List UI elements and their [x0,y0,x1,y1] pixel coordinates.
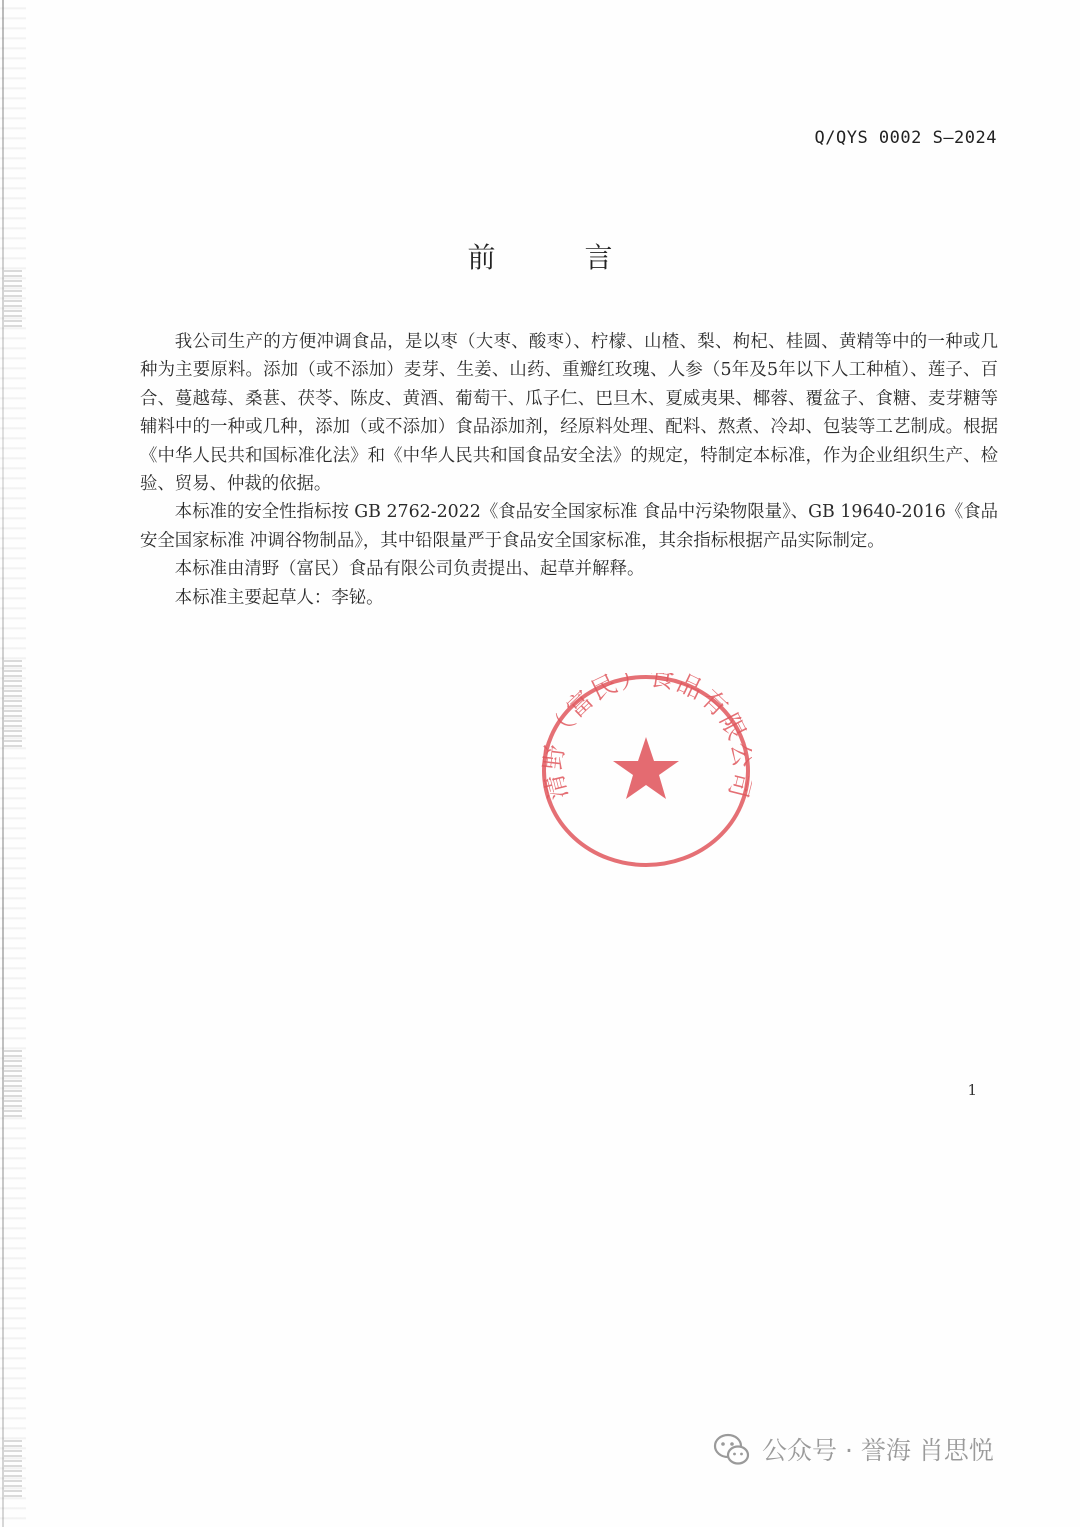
scan-speck [4,270,22,330]
scan-speck [4,660,22,750]
star-icon [613,737,679,799]
seal-graphic [540,673,752,869]
page-title: 前 言 [467,241,653,274]
scan-edge-artifact [0,0,26,1527]
page-number: 1 [967,1081,977,1099]
paragraph-proposer: 本标准由清野（富民）食品有限公司负责提出、起草并解释。 [174,559,645,580]
scan-speck [4,1440,22,1500]
seal-text: 清野（富民）食品有限 [540,673,752,803]
company-seal [540,673,752,869]
preface-body [140,328,998,612]
watermark [712,1427,994,1471]
watermark-text: 公众号 · 誉海 肖思悦 [762,1436,994,1465]
paragraph-safety: 本标准的安全性指标按 GB 2762-2022《食品安全国家标准 食品中污染物限量》、GB 19640-2016《食品安全国家标准 冲调谷物制品》，其中铅限量严于食品安全国家标准，其余指标根据产品实际制定。 [140,502,998,551]
paragraph-intro: 我公司生产的方便冲调食品，是以枣（大枣、酸枣）、柠檬、山楂、梨、枸杞、桂圆、黄精等中的一种或几种为主要原料。添加（或不添加）麦芽、生姜、山药、重瓣红玫瑰、人参（5年及5年以下人工种植）、莲子、百合、蔓越莓、桑葚、茯苓、陈皮、黄酒、葡萄干、瓜子仁、巴旦木、夏威夷果、椰蓉、覆盆子、食糖、麦芽糖等辅料中的一种或几种，添加（或不添加）食品添加剂，经原料处理、配料、熬煮、冷却、包装等工艺制成。根据《中华人民共和国标准化法》和《中华人民共和国食品安全法》的规定，特制定本标准，作为企业组织生产、检验、贸易、仲裁的依据。 [140,332,998,495]
standard-code: Q/QYS 0002 S—2024 [814,128,997,148]
scan-speck [4,1050,22,1120]
wechat-icon [712,1429,752,1469]
paragraph-drafter: 本标准主要起草人：李铋。 [174,587,384,608]
